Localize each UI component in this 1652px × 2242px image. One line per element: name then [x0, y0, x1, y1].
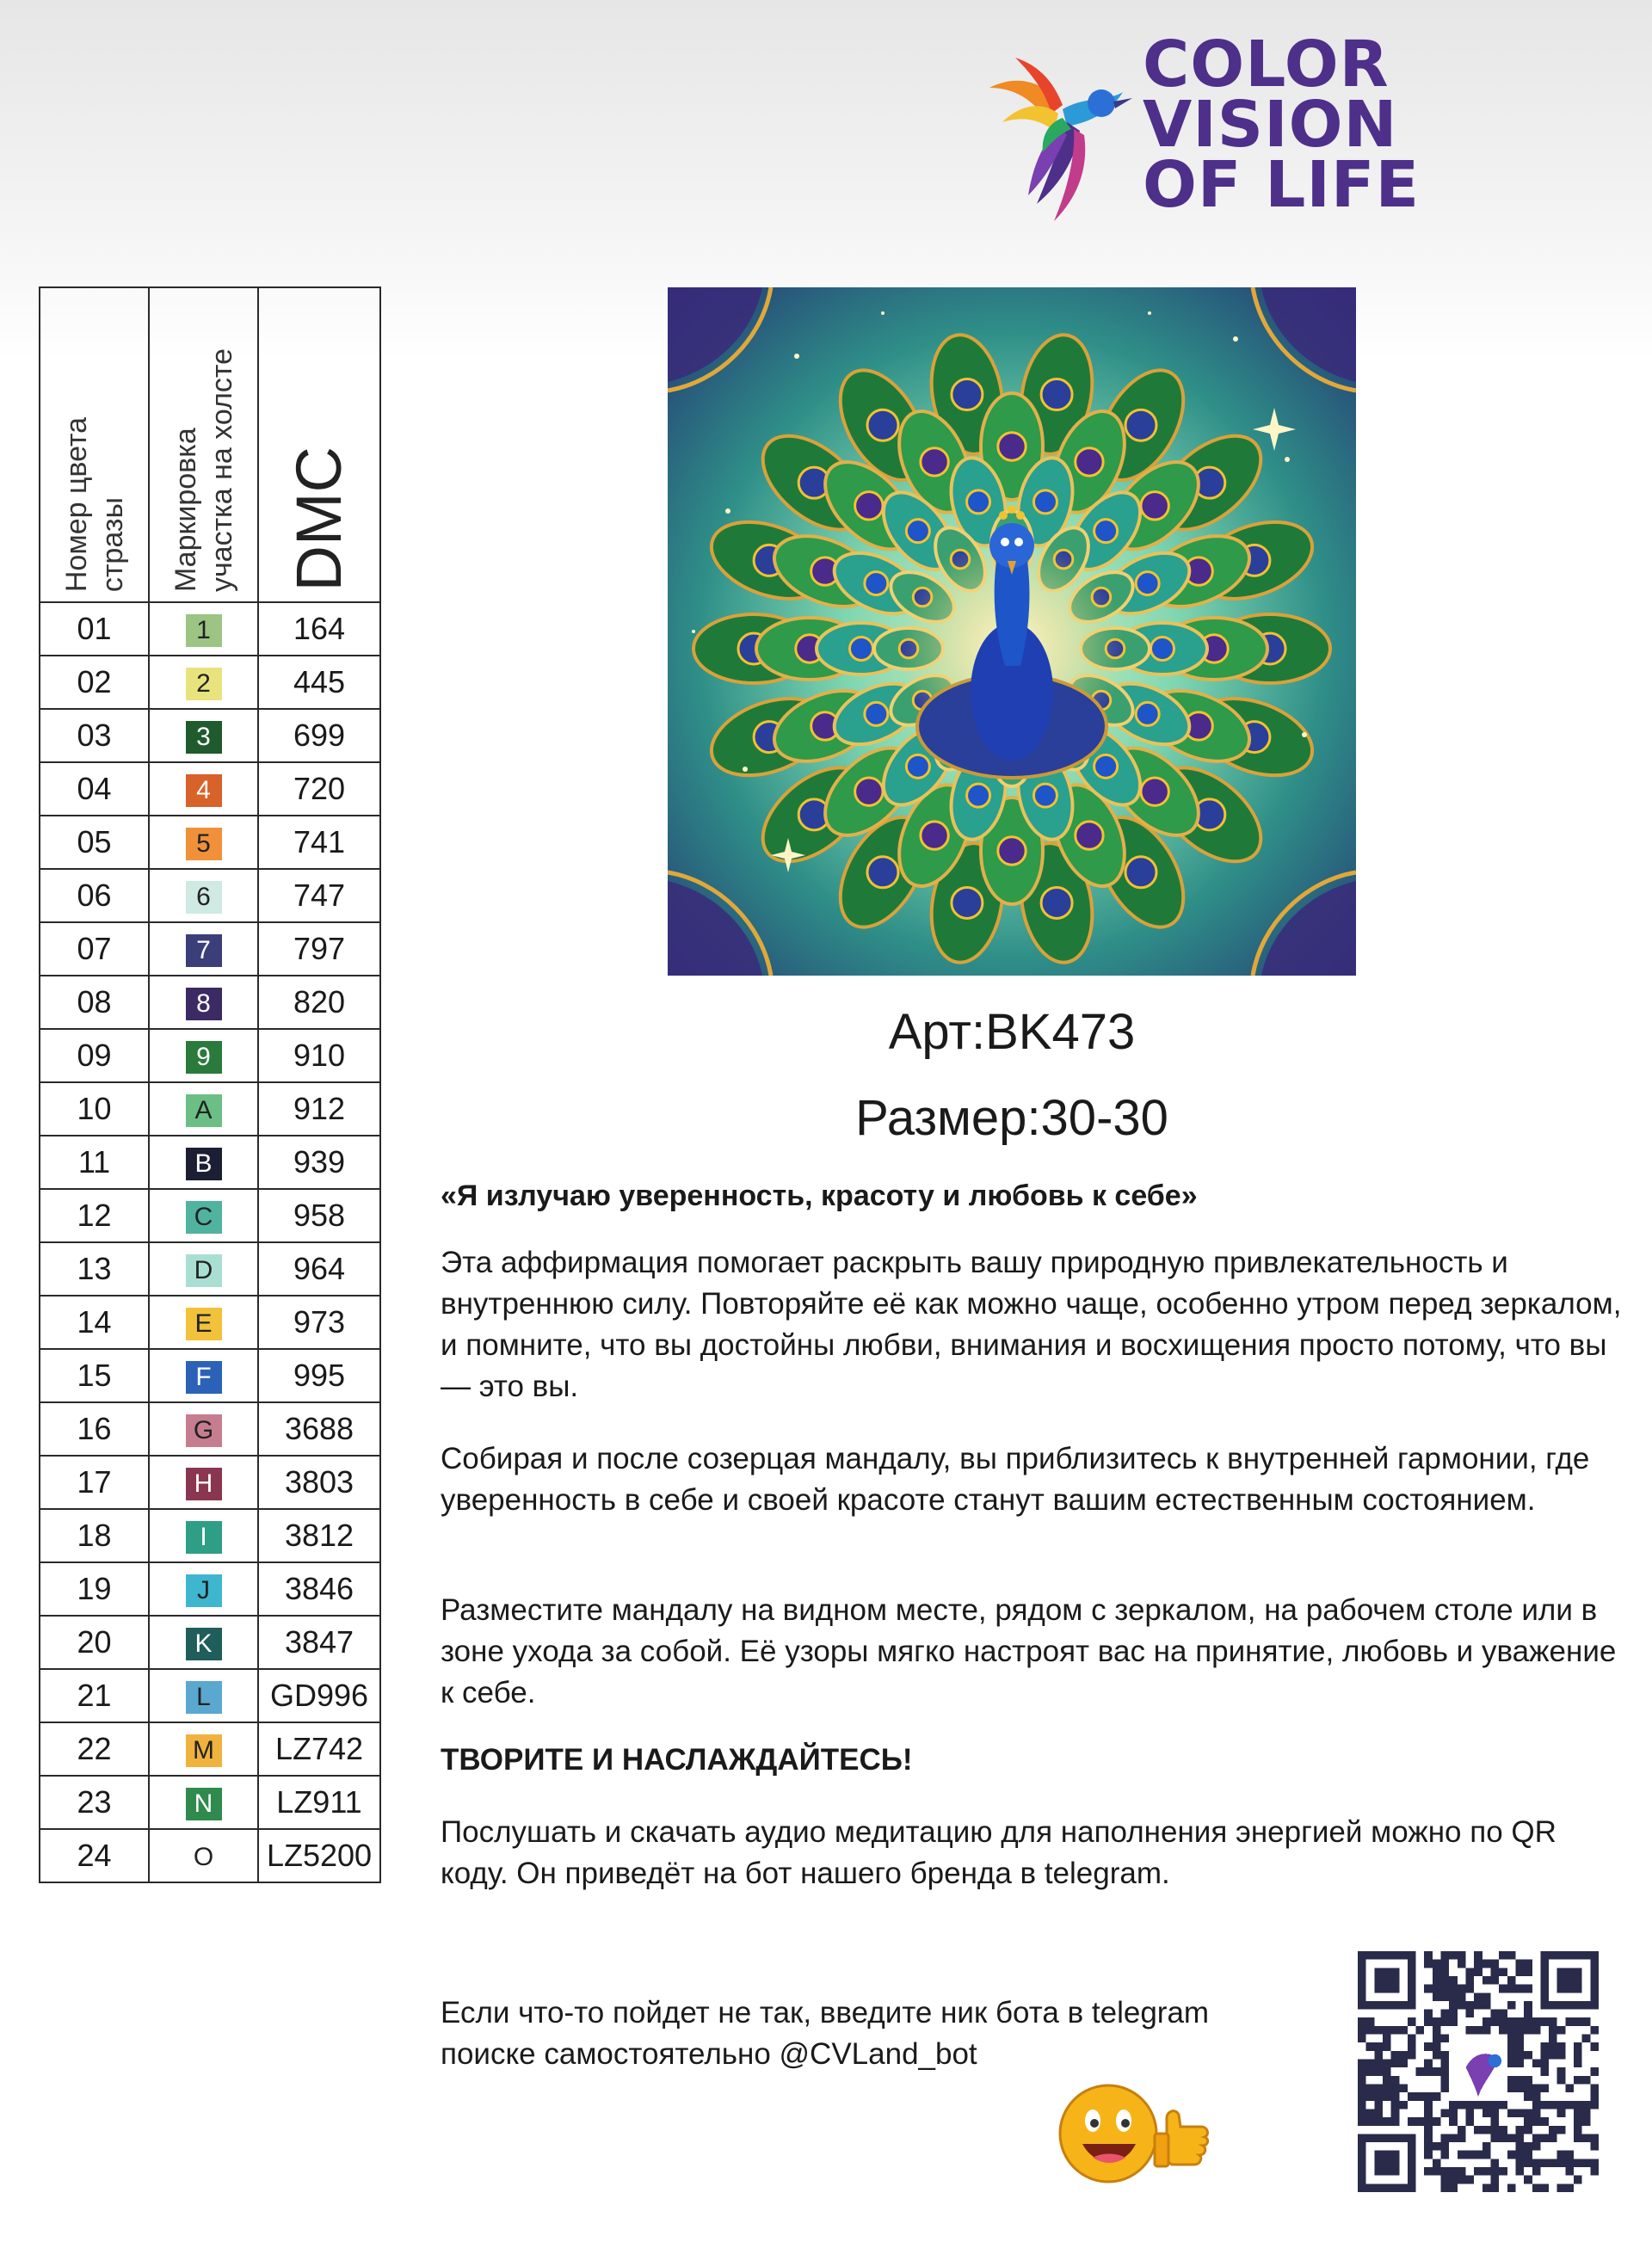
color-legend-table	[39, 286, 381, 1883]
feather-eye	[952, 379, 983, 410]
table-row	[40, 602, 380, 656]
color-number-cell: 11	[40, 1136, 149, 1189]
paragraph-bot-info: Если что-то пойдет не так, введите ник бота в telegram поиске самостоятельно @CVLand_bot	[441, 1996, 1210, 2071]
smiley-thumbs-up-icon	[1057, 2082, 1213, 2185]
paragraph-qr-info: Послушать и скачать аудио медитацию для наполнения энергией можно по QR коду. Он приведёт на бот нашего бренда в telegram.	[441, 1815, 1556, 1890]
color-number-cell: 17	[40, 1456, 149, 1509]
feather-eye	[967, 784, 990, 807]
feather-eye	[1033, 784, 1057, 807]
dmc-cell: LZ742	[258, 1722, 380, 1776]
color-number-cell: 21	[40, 1669, 149, 1722]
color-number-cell: 16	[40, 1402, 149, 1456]
marking-swatch: 1	[186, 614, 222, 647]
feather-eye	[855, 778, 883, 805]
feather-eye	[865, 572, 888, 595]
color-number-cell: 24	[40, 1829, 149, 1882]
table-row	[40, 1029, 380, 1082]
marking-swatch: D	[186, 1254, 222, 1287]
table-row	[40, 1509, 380, 1562]
marking-swatch: L	[186, 1681, 222, 1714]
marking-cell	[149, 1669, 258, 1722]
marking-cell	[149, 1189, 258, 1242]
marking-cell	[149, 1509, 258, 1562]
dmc-cell: 910	[258, 1029, 380, 1082]
color-number-cell: 03	[40, 709, 149, 762]
feather-eye	[921, 448, 948, 476]
marking-cell	[149, 1349, 258, 1402]
marking-cell	[149, 1402, 258, 1456]
article-number: Арт:BK473	[888, 1004, 1136, 1060]
brand-line-3: OF LIFE	[1143, 148, 1421, 222]
feather-eye	[1076, 448, 1103, 476]
dmc-cell: 445	[258, 656, 380, 709]
table-row	[40, 1136, 380, 1189]
feather-eye	[1094, 755, 1118, 778]
feather-eye	[867, 857, 898, 888]
color-number-cell: 10	[40, 1082, 149, 1136]
marking-swatch: F	[186, 1361, 222, 1394]
feather-eye	[1141, 492, 1168, 520]
color-number-cell: 13	[40, 1242, 149, 1296]
marking-cell	[149, 1829, 258, 1882]
feather-eye	[906, 755, 929, 778]
dmc-cell: 958	[258, 1189, 380, 1242]
marking-swatch: 5	[186, 828, 222, 860]
product-size: Размер:30-30	[855, 1090, 1168, 1146]
marking-swatch: 3	[186, 721, 222, 754]
marking-swatch: E	[186, 1308, 222, 1340]
table-row	[40, 1562, 380, 1616]
feather-eye	[998, 433, 1026, 460]
feather-eye	[1151, 637, 1174, 661]
dmc-cell: LZ911	[258, 1776, 380, 1829]
marking-cell	[149, 869, 258, 922]
marking-cell	[149, 656, 258, 709]
brand-line-1: COLOR	[1143, 28, 1390, 102]
brand-line-2: VISION	[1143, 88, 1398, 162]
marking-swatch: J	[186, 1574, 222, 1607]
feather-eye	[1136, 702, 1159, 725]
marking-cell	[149, 1562, 258, 1616]
feather-eye	[952, 887, 983, 918]
brand-logo	[981, 28, 1428, 224]
table-row	[40, 1189, 380, 1242]
marking-swatch: 7	[186, 934, 222, 967]
marking-cell	[149, 1456, 258, 1509]
table-row	[40, 1669, 380, 1722]
marking-swatch: N	[186, 1788, 222, 1820]
affirmation-quote: «Я излучаю уверенность, красоту и любовь к себе»	[441, 1180, 1198, 1212]
table-row	[40, 1402, 380, 1456]
marking-cell	[149, 602, 258, 656]
feather-eye	[906, 520, 929, 543]
paragraph-1: Эта аффирмация помогает раскрыть вашу природную привлекательность и внутреннюю силу. Повторяйте её как можно чаще, особенно утром перед зеркалом, и помните, что вы достойны любви, внимания и восхищения просто потому, что вы — это вы.	[441, 1246, 1622, 1403]
dmc-cell: 820	[258, 976, 380, 1029]
dmc-cell: 720	[258, 762, 380, 816]
marking-swatch: O	[193, 1843, 214, 1872]
feather-eye	[1136, 572, 1159, 595]
color-number-cell: 14	[40, 1296, 149, 1349]
marking-swatch: A	[186, 1094, 222, 1127]
table-row	[40, 816, 380, 869]
table-row	[40, 762, 380, 816]
feather-eye	[1094, 520, 1118, 543]
feather-eye	[998, 837, 1026, 865]
table-row	[40, 869, 380, 922]
header-canvas-marking: Маркировка участка на холсте	[149, 287, 258, 602]
feather-eye	[1141, 778, 1168, 805]
table-row	[40, 1829, 380, 1882]
feather-eye	[1041, 379, 1072, 410]
dmc-cell: LZ5200	[258, 1829, 380, 1882]
table-row	[40, 709, 380, 762]
table-row	[40, 1082, 380, 1136]
dmc-cell: 3812	[258, 1509, 380, 1562]
marking-cell	[149, 709, 258, 762]
dmc-cell: 995	[258, 1349, 380, 1402]
marking-cell	[149, 762, 258, 816]
dmc-cell: 3847	[258, 1616, 380, 1669]
marking-cell	[149, 1722, 258, 1776]
color-number-cell: 23	[40, 1776, 149, 1829]
color-number-cell: 22	[40, 1722, 149, 1776]
marking-swatch: 4	[186, 774, 222, 807]
dmc-cell: 747	[258, 869, 380, 922]
call-to-action: ТВОРИТЕ И НАСЛАЖДАЙТЕСЬ!	[441, 1743, 913, 1777]
marking-swatch: 6	[186, 881, 222, 914]
dmc-cell: 3846	[258, 1562, 380, 1616]
color-number-cell: 20	[40, 1616, 149, 1669]
marking-swatch: K	[186, 1628, 222, 1660]
marking-cell	[149, 1616, 258, 1669]
table-row	[40, 922, 380, 976]
marking-cell	[149, 1242, 258, 1296]
feather-eye	[1125, 857, 1156, 888]
feather-eye	[850, 637, 873, 661]
dmc-cell: 964	[258, 1242, 380, 1296]
qr-code-icon[interactable]	[1358, 1951, 1599, 2192]
table-row	[40, 1242, 380, 1296]
marking-cell	[149, 816, 258, 869]
table-header-row	[40, 287, 380, 602]
table-row	[40, 656, 380, 709]
dmc-cell: 939	[258, 1136, 380, 1189]
dmc-cell: GD996	[258, 1669, 380, 1722]
dmc-cell: 741	[258, 816, 380, 869]
feather-eye	[921, 822, 948, 849]
marking-swatch: B	[186, 1148, 222, 1180]
marking-swatch: C	[186, 1201, 222, 1234]
header-color-number: Номер цвета стразы	[40, 287, 149, 602]
dmc-cell: 3688	[258, 1402, 380, 1456]
marking-swatch: H	[186, 1468, 222, 1500]
dmc-cell: 699	[258, 709, 380, 762]
dmc-cell: 164	[258, 602, 380, 656]
marking-cell	[149, 1082, 258, 1136]
color-number-cell: 19	[40, 1562, 149, 1616]
paragraph-3: Разместите мандалу на видном месте, рядом с зеркалом, на рабочем столе или в зоне ухода за собой. Её узоры мягко настроят вас на принятие, любовь и уважение к себе.	[441, 1593, 1617, 1709]
marking-cell	[149, 1296, 258, 1349]
marking-swatch: I	[186, 1521, 222, 1554]
feather-eye	[1041, 887, 1072, 918]
color-number-cell: 01	[40, 602, 149, 656]
marking-cell	[149, 1029, 258, 1082]
marking-cell	[149, 922, 258, 976]
color-number-cell: 07	[40, 922, 149, 976]
color-number-cell: 05	[40, 816, 149, 869]
marking-cell	[149, 1776, 258, 1829]
color-number-cell: 08	[40, 976, 149, 1029]
brand-name	[1143, 28, 1421, 222]
marking-cell	[149, 976, 258, 1029]
marking-swatch: 9	[186, 1041, 222, 1074]
feather-eye	[1033, 490, 1057, 514]
marking-swatch: G	[186, 1414, 222, 1447]
table-row	[40, 1722, 380, 1776]
color-number-cell: 06	[40, 869, 149, 922]
dmc-cell: 912	[258, 1082, 380, 1136]
header-dmc: DMC	[258, 287, 380, 602]
feather-eye	[967, 490, 990, 514]
marking-swatch: 2	[186, 668, 222, 700]
feather-eye	[1076, 822, 1103, 849]
table-row	[40, 1349, 380, 1402]
color-number-cell: 15	[40, 1349, 149, 1402]
color-number-cell: 18	[40, 1509, 149, 1562]
color-number-cell: 12	[40, 1189, 149, 1242]
color-number-cell: 02	[40, 656, 149, 709]
dmc-cell: 797	[258, 922, 380, 976]
color-number-cell: 04	[40, 762, 149, 816]
hummingbird-logo-icon	[981, 53, 1136, 225]
feather-eye	[855, 492, 883, 520]
table-row	[40, 1776, 380, 1829]
table-row	[40, 1616, 380, 1669]
marking-cell	[149, 1136, 258, 1189]
table-row	[40, 1456, 380, 1509]
paragraph-2: Собирая и после созерцая мандалу, вы приблизитесь к внутренней гармонии, где уверенность в себе и своей красоте станут вашим естественным состоянием.	[441, 1442, 1590, 1517]
marking-swatch: 8	[186, 988, 222, 1020]
peacock-mandala-image	[668, 287, 1356, 976]
table-row	[40, 1296, 380, 1349]
dmc-cell: 3803	[258, 1456, 380, 1509]
feather-eye	[865, 702, 888, 725]
feather-eye	[867, 410, 898, 440]
table-row	[40, 976, 380, 1029]
dmc-cell: 973	[258, 1296, 380, 1349]
marking-swatch: M	[186, 1734, 222, 1767]
color-number-cell: 09	[40, 1029, 149, 1082]
feather-eye	[1125, 410, 1156, 440]
